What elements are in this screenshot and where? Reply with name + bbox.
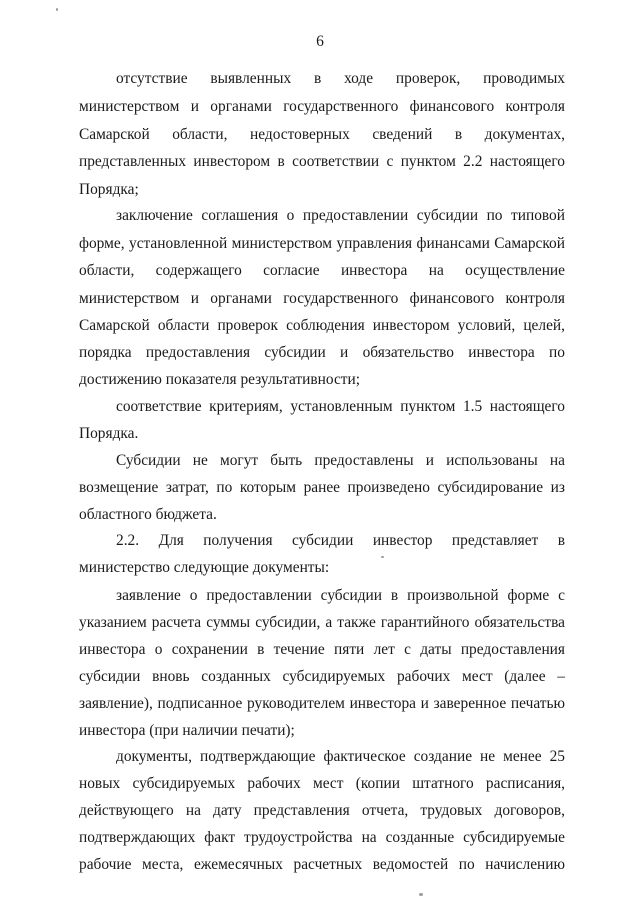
text-line: Субсидии не могут быть предоставлены и использованы на: [116, 452, 565, 469]
text-line: заключение соглашения о предоставлении субсидии по типовой: [116, 207, 565, 224]
text-line: заявление), подписанное руководителем инвестора и заверенное печатью: [79, 695, 565, 712]
text-line: Самарской области, недостоверных сведений в документах,: [79, 126, 565, 143]
scan-speck: [419, 893, 423, 896]
text-line: инвестора (при наличии печати);: [79, 722, 295, 739]
text-line: документы, подтверждающие фактическое создание не менее 25: [116, 748, 565, 765]
text-line: новых субсидируемых рабочих мест (копии штатного расписания,: [79, 775, 565, 792]
scan-speck: [56, 8, 58, 11]
text-line: министерством и органами государственного финансового контроля: [79, 290, 565, 307]
scan-speck: [381, 556, 384, 558]
text-line: представленных инвестором в соответствии с пунктом 2.2 настоящего: [79, 153, 565, 170]
text-line: указанием расчета суммы субсидии, а также гарантийного обязательства: [79, 614, 565, 631]
text-line: субсидии вновь созданных субсидируемых рабочих мест (далее –: [79, 668, 565, 685]
text-line: отсутствие выявленных в ходе проверок, проводимых: [116, 70, 565, 87]
text-line: заявление о предоставлении субсидии в произвольной форме с: [116, 587, 565, 604]
text-line: соответствие критериям, установленным пунктом 1.5 настоящего: [116, 398, 565, 415]
text-line: порядка предоставления субсидии и обязательство инвестора по: [79, 344, 565, 361]
text-line: Порядка;: [79, 181, 139, 198]
text-line: Порядка.: [79, 425, 139, 442]
text-line: инвестора о сохранении в течение пяти лет с даты предоставления: [79, 641, 565, 658]
text-line: действующего на дату представления отчета, трудовых договоров,: [79, 802, 565, 819]
text-line: рабочие места, ежемесячных расчетных ведомостей по начислению: [79, 856, 565, 873]
text-line: форме, установленной министерством управления финансами Самарской: [79, 235, 565, 252]
text-line: 2.2. Для получения субсидии инвестор представляет в: [116, 532, 565, 549]
page-number: 6: [316, 33, 324, 50]
text-line: Самарской области проверок соблюдения инвестором условий, целей,: [79, 317, 565, 334]
text-line: министерством и органами государственного финансового контроля: [79, 98, 565, 115]
text-line: областного бюджета.: [79, 506, 217, 523]
text-line: возмещение затрат, по которым ранее произведено субсидирование из: [79, 479, 565, 496]
text-line: министерство следующие документы:: [79, 559, 330, 576]
text-line: подтверждающих факт трудоустройства на созданные субсидируемые: [79, 829, 565, 846]
text-line: достижению показателя результативности;: [79, 371, 361, 388]
text-line: области, содержащего согласие инвестора на осуществление: [79, 262, 565, 279]
